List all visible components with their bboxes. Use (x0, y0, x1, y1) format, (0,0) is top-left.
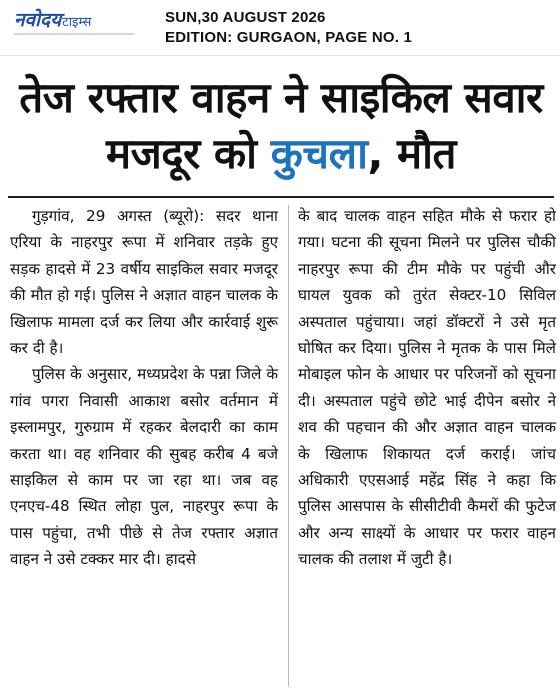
logo-main: नवोदय (14, 9, 62, 31)
logo-underline (14, 33, 134, 35)
newspaper-logo (14, 10, 91, 33)
article-column-left (10, 203, 278, 573)
article-paragraph: गुड़गांव, 29 अगस्त (ब्यूरो): सदर थाना एरिया के नाहरपुर रूपा में शनिवार तड़के हुए सड़क हादसे में 23 वर्षीय साइकिल सवार मजदूर की मौत हो गई। पुलिस ने अज्ञात वाहन चालक के खिलाफ मामला दर्ज कर लिया और कार्रवाई शुरू कर दी है। (10, 207, 278, 358)
headline-text-1: तेज रफ्तार वाहन ने साइकिल सवार मजदूर को (19, 73, 543, 178)
article-paragraph: के बाद चालक वाहन सहित मौके से फरार हो गया। घटना की सूचना मिलने पर पुलिस चौकी नाहरपुर रूपा की टीम मौके पर पहुंची और घायल युवक को तुरंत सेक्टर-10 सिविल अस्पताल पहुंचाया। जहां डॉक्टरों ने उसे मृत घोषित कर दिया। पुलिस ने मृतक के पास मिले मोबाइल फोन के आधार पर परिजनों को सूचना दी। अस्पताल पहुंचे छोटे भाई दीपेन बसोर ने शव की पहचान की और अज्ञात वाहन चालक के खिलाफ शिकायत दर्ज कराई। जांच अधिकारी एएसआई महेंद्र सिंह ने कहा कि पुलिस आसपास के सीसीटीवी कैमरों की फुटेज और अन्य साक्ष्यों के आधार पर फरार वाहन चालक की तलाश में जुटी है। (298, 207, 556, 569)
edition-info (165, 8, 412, 48)
headline-highlight: कुचला (270, 129, 368, 178)
edition-date: SUN,30 AUGUST 2026 (165, 9, 326, 26)
article-paragraph: पुलिस के अनुसार, मध्यप्रदेश के पन्ना जिले के गांव पगरा निवासी आकाश बसोर वर्तमान में इस्लामपुर, गुरुग्राम में रहकर बेलदारी का काम करता था। वह शनिवार की सुबह करीब 4 बजे साइकिल से काम पर जा रहा था। जब वह एनएच-48 स्थित लोहा पुल, नाहरपुर रूपा के पास पहुंचा, तभी पीछे से तेज रफ्तार अज्ञात वाहन ने उसे टक्कर मार दी। हादसे (10, 365, 278, 569)
edition-page: EDITION: GURGAON, PAGE NO. 1 (165, 29, 413, 46)
article-headline (8, 70, 554, 182)
article-column-right (298, 203, 556, 573)
column-divider (288, 205, 289, 687)
headline-text-2: , मौत (367, 129, 456, 178)
headline-divider (8, 196, 554, 198)
logo-sub: टाइम्स (62, 15, 92, 30)
masthead (0, 0, 560, 56)
